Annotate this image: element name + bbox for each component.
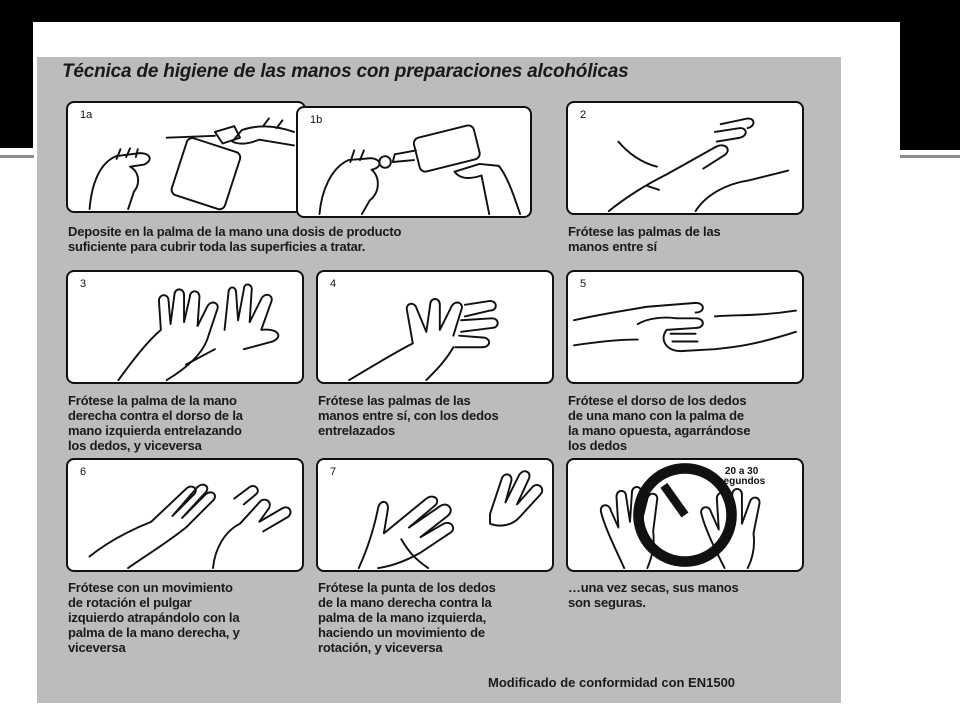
slide-top-band bbox=[0, 0, 960, 22]
interlocked-fingers-icon bbox=[568, 272, 802, 382]
step-1b-panel bbox=[296, 106, 532, 218]
step-number: 6 bbox=[80, 466, 87, 478]
step-number: 3 bbox=[80, 278, 87, 290]
slide-divider-left bbox=[0, 155, 34, 158]
step-1a-panel bbox=[66, 101, 306, 213]
step-number: 1b bbox=[310, 114, 323, 126]
poster-title: Técnica de higiene de las manos con preparaciones alcohólicas bbox=[62, 61, 629, 82]
interlaced-fingers-icon bbox=[318, 272, 552, 382]
step-3-panel bbox=[66, 270, 304, 384]
step-number: 7 bbox=[330, 466, 337, 478]
step-dry-panel bbox=[566, 458, 804, 572]
thumb-rotation-icon bbox=[68, 460, 302, 570]
step-1-caption: Deposite en la palma de la mano una dosis de producto suficiente para cubrir toda las superficies a tratar. bbox=[68, 224, 402, 254]
palm-over-dorsum-icon bbox=[68, 272, 302, 382]
step-number: 4 bbox=[330, 278, 337, 290]
step-7-caption: Frótese la punta de los dedos de la mano derecha contra la palma de la mano izquierda, haciendo un movimiento de rotación, y viceversa bbox=[318, 580, 496, 655]
step-dry-caption: …una vez secas, sus manos son seguras. bbox=[568, 580, 739, 610]
step-2-panel bbox=[566, 101, 804, 215]
step-6-caption: Frótese con un movimiento de rotación el pulgar izquierdo atrapándolo con la palma de la mano derecha, y viceversa bbox=[68, 580, 240, 655]
step-3-caption: Frótese la palma de la mano derecha contra el dorso de la mano izquierda entrelazando los dedos, y viceversa bbox=[68, 393, 243, 453]
slide-left-band bbox=[0, 0, 33, 148]
slide-divider-right bbox=[900, 155, 960, 158]
step-7-panel bbox=[316, 458, 554, 572]
step-5-caption: Frótese el dorso de los dedos de una mano con la palma de la mano opuesta, agarrándose los dedos bbox=[568, 393, 751, 453]
step-2-caption: Frótese las palmas de las manos entre sí bbox=[568, 224, 721, 254]
poster-footer: Modificado de conformidad con EN1500 bbox=[488, 675, 736, 690]
step-4-panel bbox=[316, 270, 554, 384]
step-number: 2 bbox=[580, 109, 587, 121]
step-6-panel bbox=[66, 458, 304, 572]
fingertips-rotation-icon bbox=[318, 460, 552, 570]
slide-right-band bbox=[900, 0, 960, 150]
dry-safe-hands-icon bbox=[568, 460, 802, 570]
step-4-caption: Frótese las palmas de las manos entre sí, con los dedos entrelazados bbox=[318, 393, 499, 438]
step-number: 5 bbox=[580, 278, 587, 290]
pouring-bottle-hands-icon bbox=[298, 108, 530, 216]
step-number: 1a bbox=[80, 109, 93, 121]
palms-rubbing-icon bbox=[568, 103, 802, 213]
step-5-panel bbox=[566, 270, 804, 384]
dispenser-bottle-hands-icon bbox=[68, 103, 304, 211]
timer-label: 20 a 30 segundos bbox=[718, 466, 766, 487]
